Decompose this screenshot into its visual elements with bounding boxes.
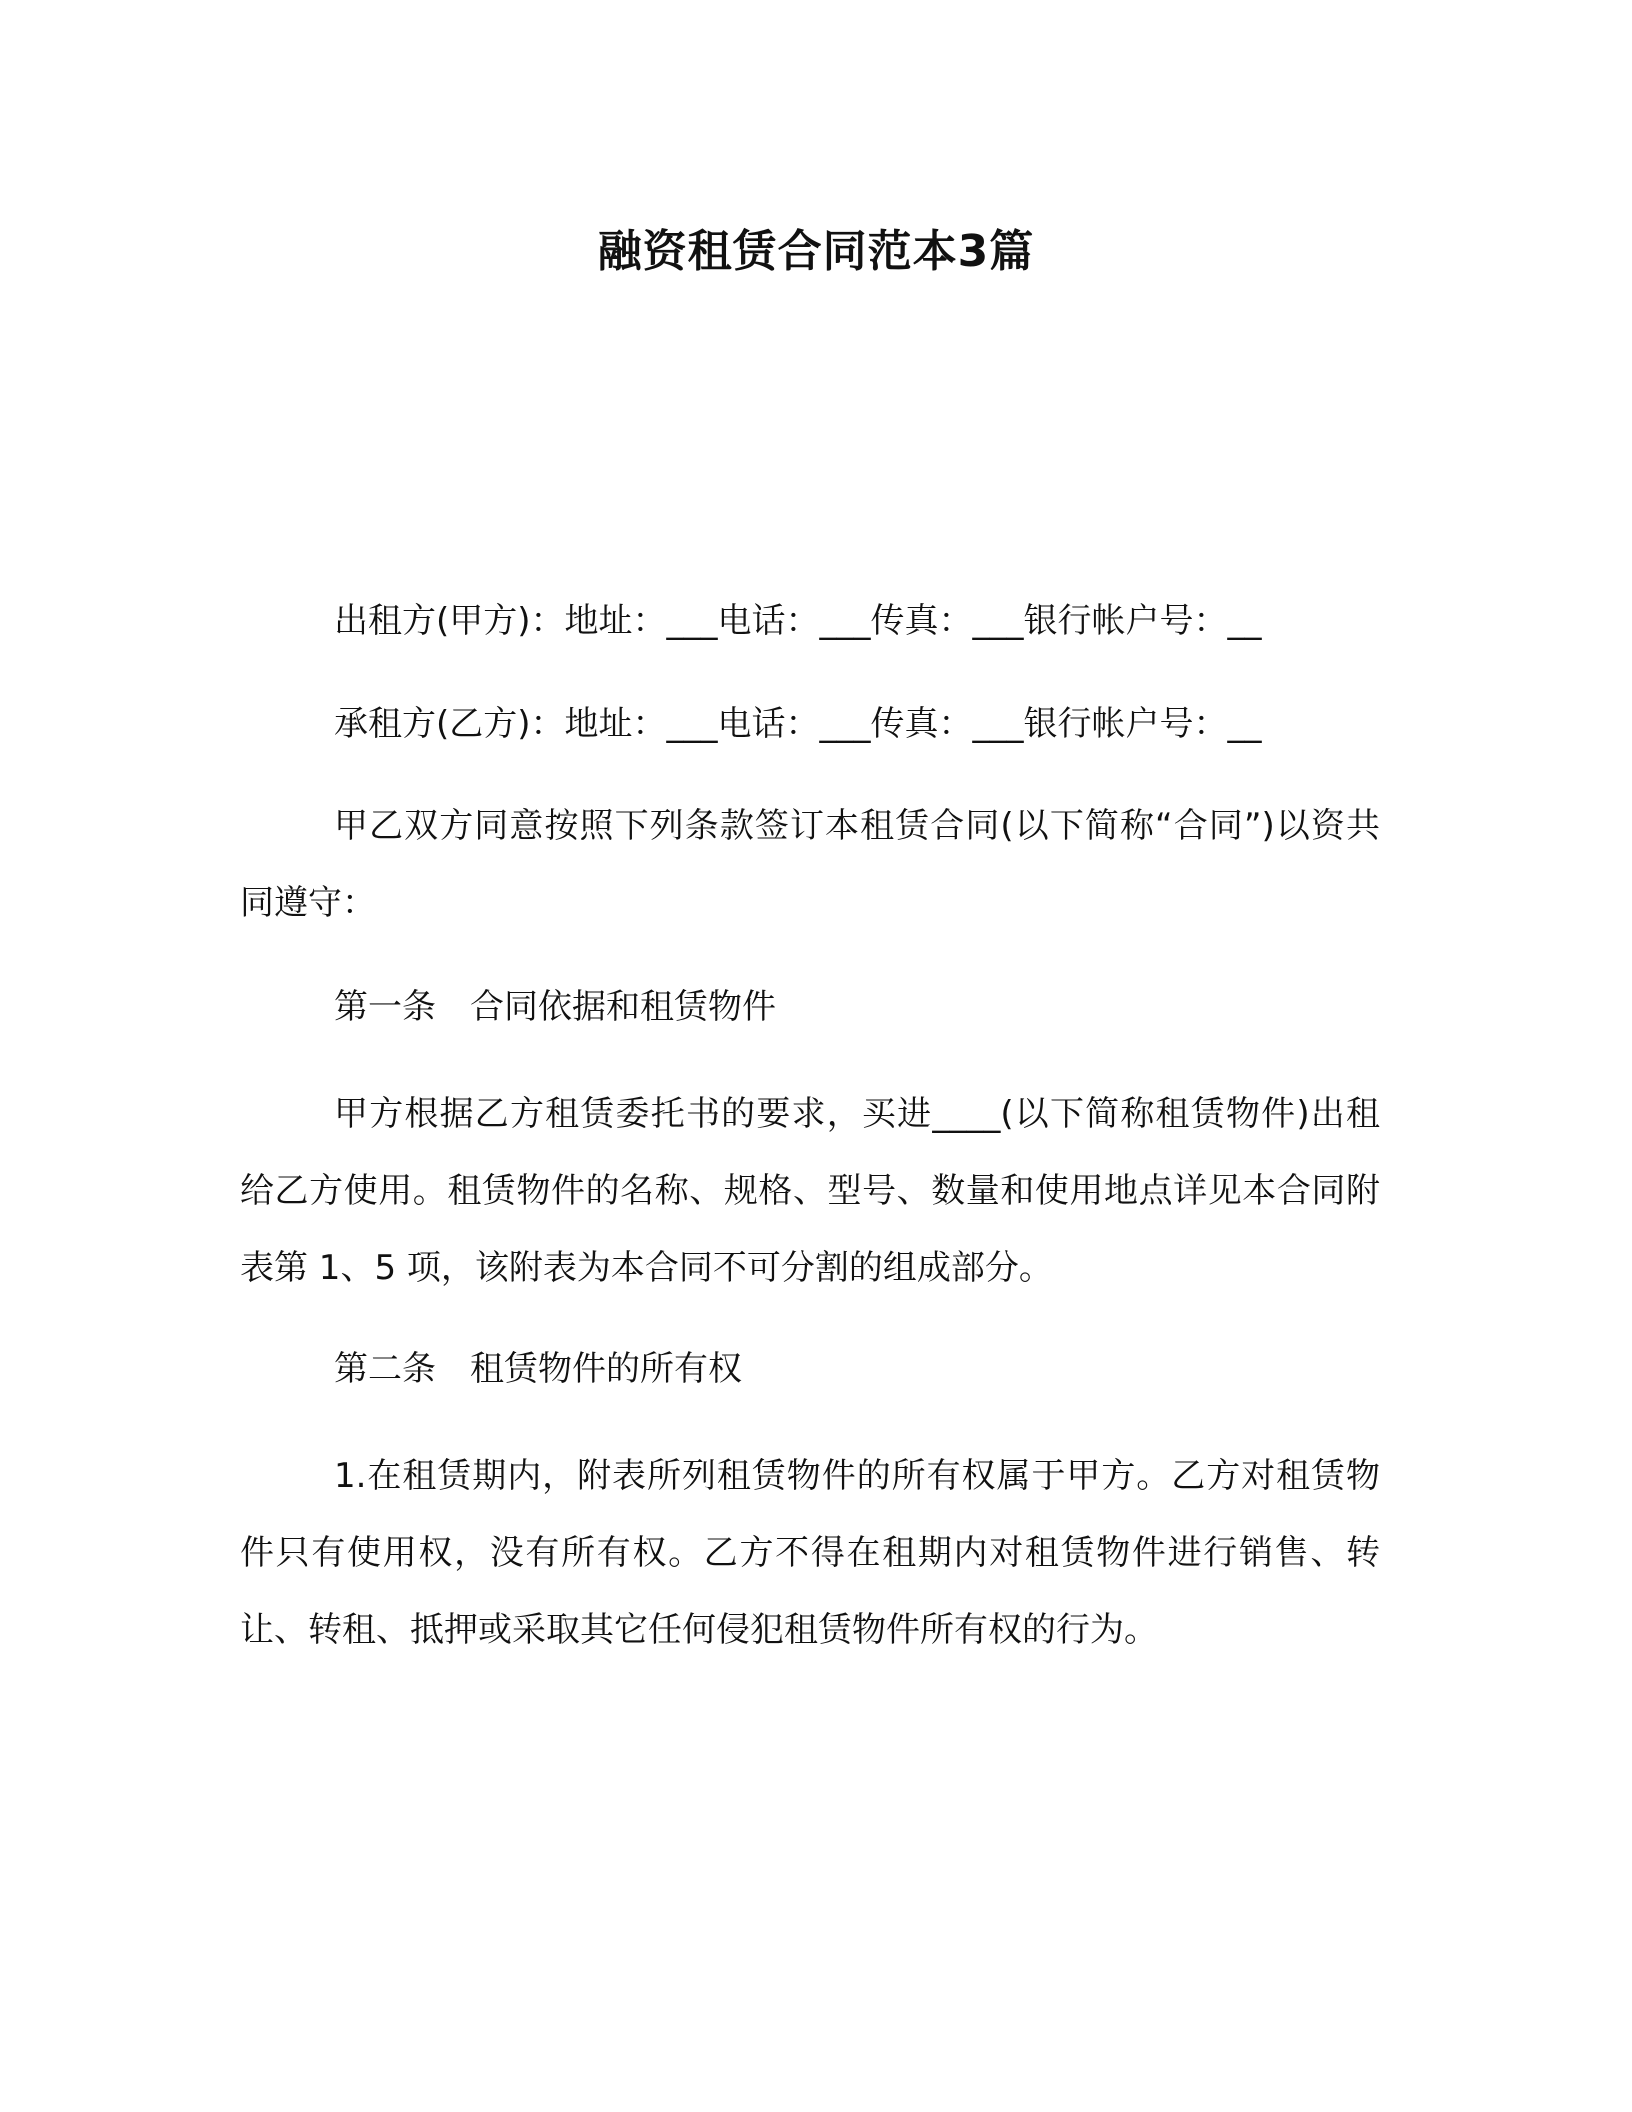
- article-1-heading: 第一条 合同依据和租赁物件: [334, 987, 776, 1027]
- article-2-clause-1: 1.在租赁期内，附表所列租赁物件的所有权属于甲方。乙方对租赁物件只有使用权，没有所有权。乙方不得在租期内对租赁物件进行销售、转让、转租、抵押或采取其它任何侵犯租赁物件所有权的行为。: [240, 1456, 1380, 1650]
- agreement-intro-paragraph: 甲乙双方同意按照下列条款签订本租赁合同(以下简称“合同”)以资共同遵守：: [240, 806, 1380, 923]
- article-1-paragraph: 甲方根据乙方租赁委托书的要求，买进____(以下简称租赁物件)出租给乙方使用。租赁物件的名称、规格、型号、数量和使用地点详见本合同附表第 1、5 项，该附表为本合同不可分割的组成部分。: [240, 1094, 1380, 1288]
- article-2-heading: 第二条 租赁物件的所有权: [334, 1349, 742, 1389]
- lessee-info-line: 承租方(乙方)：地址：___电话：___传真：___银行帐户号：__: [334, 704, 1262, 744]
- document-title: 融资租赁合同范本3篇: [597, 226, 1035, 277]
- lessor-info-line: 出租方(甲方)：地址：___电话：___传真：___银行帐户号：__: [334, 601, 1262, 641]
